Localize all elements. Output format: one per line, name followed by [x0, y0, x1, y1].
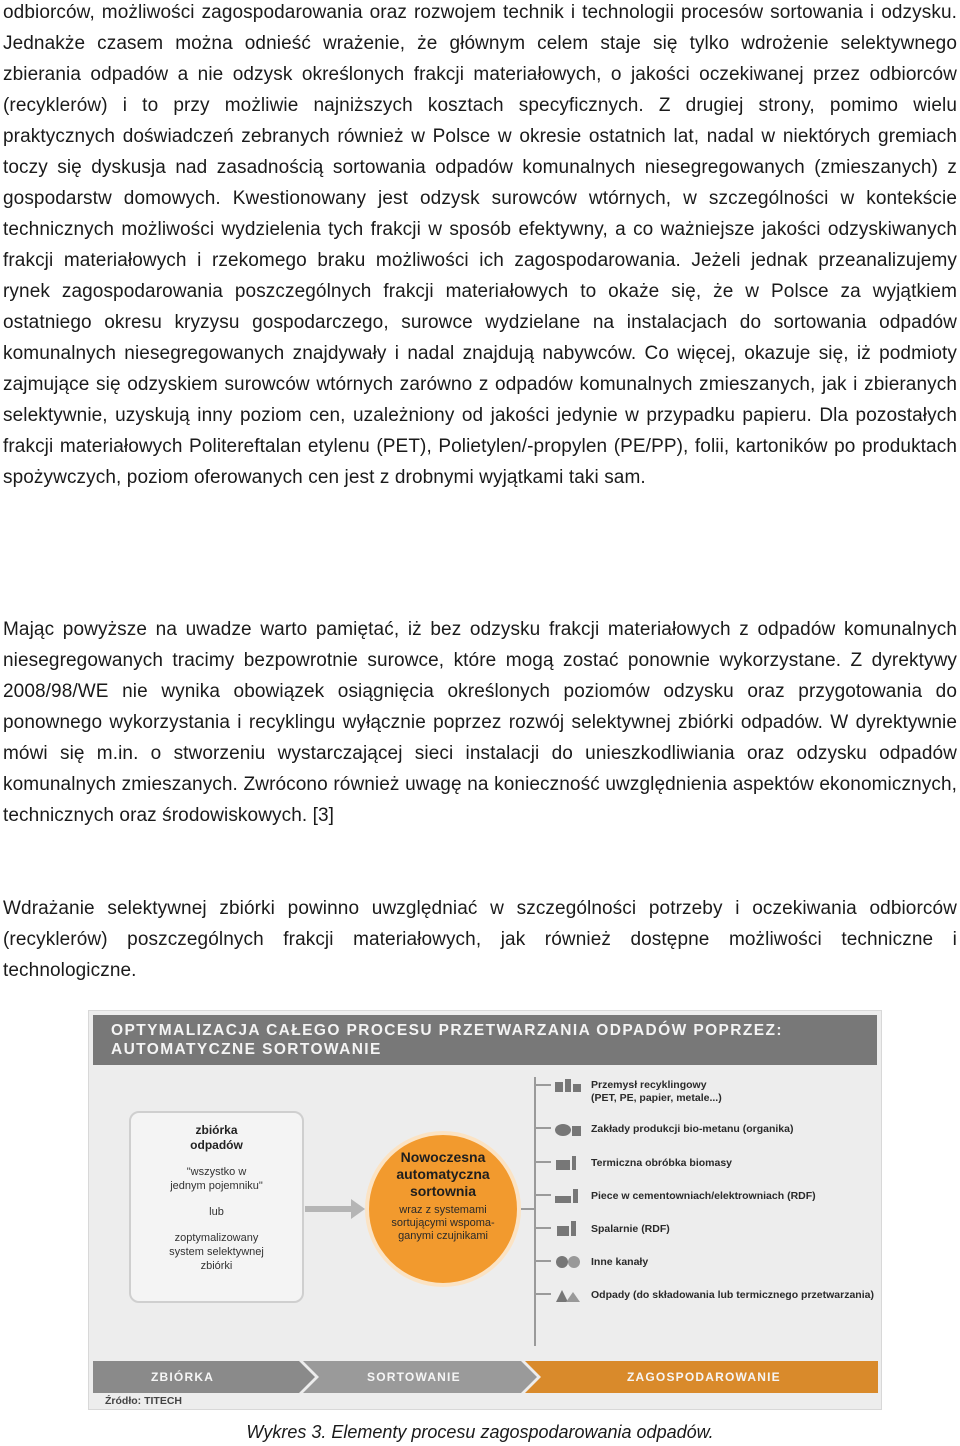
collection-text-3: lub [209, 1206, 224, 1218]
collection-box [129, 1111, 304, 1303]
other-channels-icon [553, 1253, 583, 1271]
destination-label: Termiczna obróbka biomasy [591, 1157, 733, 1169]
circle-title-1: Nowoczesna [400, 1149, 486, 1165]
collection-text-4: zoptymalizowany [174, 1232, 259, 1244]
figure-title-line-1: OPTYMALIZACJA CAŁEGO PROCESU PRZETWARZANIA ODPADÓW POPRZEZ: [111, 1022, 783, 1039]
paragraph-2: Mając powyższe na uwadze warto pamiętać, iż bez odzysku frakcji materiałowych z odpadów komunalnych niesegregowanych tracimy bezpowrotnie surowce, które mogą zostać ponownie wykorzystane. Z dyrektywy 2008/98/WE nie wynika obowiązek osiągnięcia określonych poziomów odzysku oraz przygotowania do ponownego wykorzystania i recyklingu wyłącznie poprzez rozwój selektywnej zbiórki odpadów. W dyrektywnie mówi się m.in. o stworzeniu wystarczającej sieci instalacji do unieszkodliwiania oraz odzysku odpadów komunalnych zmieszanych. Zwrócono również uwagę na konieczność uwzględnienia aspektów ekonomicznych, technicznych oraz środowiskowych. [3] [3, 619, 957, 826]
stage-collection-label: ZBIÓRKA [151, 1370, 215, 1384]
destination-label: Piece w cementowniach/elektrowniach (RDF) [591, 1190, 816, 1202]
figure-title-line-2: AUTOMATYCZNE SORTOWANIE [111, 1041, 382, 1058]
cement-kiln-icon [553, 1187, 583, 1205]
figure-caption: Wykres 3. Elementy procesu zagospodarowania odpadów. [246, 1422, 714, 1442]
paragraph-1: odbiorców, możliwości zagospodarowania oraz rozwojem technik i technologii procesów sortowania i odzysku. Jednakże czasem można odnieść wrażenie, że głównym celem staje się tylko wdrożenie selektywnego zbierania odpadów a nie odzysk określonych frakcji materiałowych, o jakości oczekiwanej przez odbiorców (recyklerów) i to przy możliwie najniższych kosztach specyficznych. Z drugiej strony, pomimo wielu praktycznych doświadczeń zebranych również w Polsce w okresie ostatnich lat, nadal w niektórych gremiach toczy się dyskusja nad zasadnością sortowania odpadów komunalnych niesegregowanych (zmieszanych) z gospodarstw domowych. Kwestionowany jest odzysk surowców wtórnych, w szczególności w kontekście technicznych możliwości wydzielenia tych frakcji w sposób efektywny, a co ważniejsze jakości odzyskiwanych frakcji materiałowych i rzekomego braku możliwości ich zagospodarowania. Jeżeli jednak przeanalizujemy rynek zagospodarowania poszczególnych frakcji materiałowych to okaże się, że w Polsce za wyjątkiem ostatniego okresu kryzysu gospodarczego, surowce wydzielane na instalacjach do sortowania odpadów komunalnych niesegregowanych znajdywały i nadal znajdują nabywców. Co więcej, okazuje się, iż podmioty zajmujące się odzyskiem surowców wtórnych zarówno z odpadów komunalnych zmieszanych, jak i zbieranych selektywnie, uzyskują inny poziom cen, uzależniony od jakości jedynie w przypadku papieru. Dla pozostałych frakcji materiałowych Politereftalan etylenu (PET), Polietylen/-propylen (PE/PP), folii, kartoników po produktach spożywczych, poziom oferowanych cen jest z drobnymi wyjątkami taki sam. [3, 2, 957, 488]
arrow-head-icon [351, 1199, 365, 1219]
recycling-industry-icon [553, 1076, 583, 1094]
biomass-thermal-icon [553, 1154, 583, 1172]
circle-sub-2: sortującymi wspoma- [391, 1217, 495, 1229]
residual-waste-icon [553, 1286, 583, 1304]
circle-sub-1: wraz z systemami [399, 1204, 487, 1216]
destination-label: Odpady (do składowania lub termicznego przetwarzania) [591, 1289, 874, 1301]
stage-use-label: ZAGOSPODAROWANIE [627, 1370, 781, 1384]
circle-title-3: sortownia [409, 1183, 477, 1199]
process-figure [88, 1010, 882, 1410]
destination-label: Przemysł recyklingowy (PET, PE, papier, metale...) [591, 1079, 722, 1104]
destination-label: Spalarnie (RDF) [591, 1223, 670, 1235]
collection-text-2: jednym pojemniku" [170, 1180, 263, 1192]
collection-text-1: "wszystko w [186, 1166, 247, 1178]
stage-sorting-label: SORTOWANIE [367, 1370, 461, 1384]
figure-source: Źródło: TITECH [105, 1395, 182, 1407]
collection-text-5: system selektywnej [169, 1246, 264, 1258]
destination-label: Zakłady produkcji bio-metanu (organika) [591, 1123, 794, 1135]
biomethane-plant-icon [553, 1120, 583, 1138]
circle-sub-3: ganymi czujnikami [398, 1230, 488, 1242]
circle-title-2: automatyczna [396, 1166, 490, 1182]
collection-title-line-2: odpadów [190, 1138, 243, 1152]
incinerator-icon [553, 1220, 583, 1238]
sorting-plant-circle [365, 1131, 521, 1287]
collection-title-line-1: zbiórka [195, 1123, 238, 1137]
collection-text-6: zbiórki [200, 1260, 233, 1272]
paragraph-3: Wdrażanie selektywnej zbiórki powinno uwzględniać w szczególności potrzeby i oczekiwania odbiorców (recyklerów) poszczególnych frakcji materiałowych, jak również dostępne możliwości techniczne i technologiczne. [3, 898, 957, 981]
destination-label: Inne kanały [591, 1256, 649, 1268]
